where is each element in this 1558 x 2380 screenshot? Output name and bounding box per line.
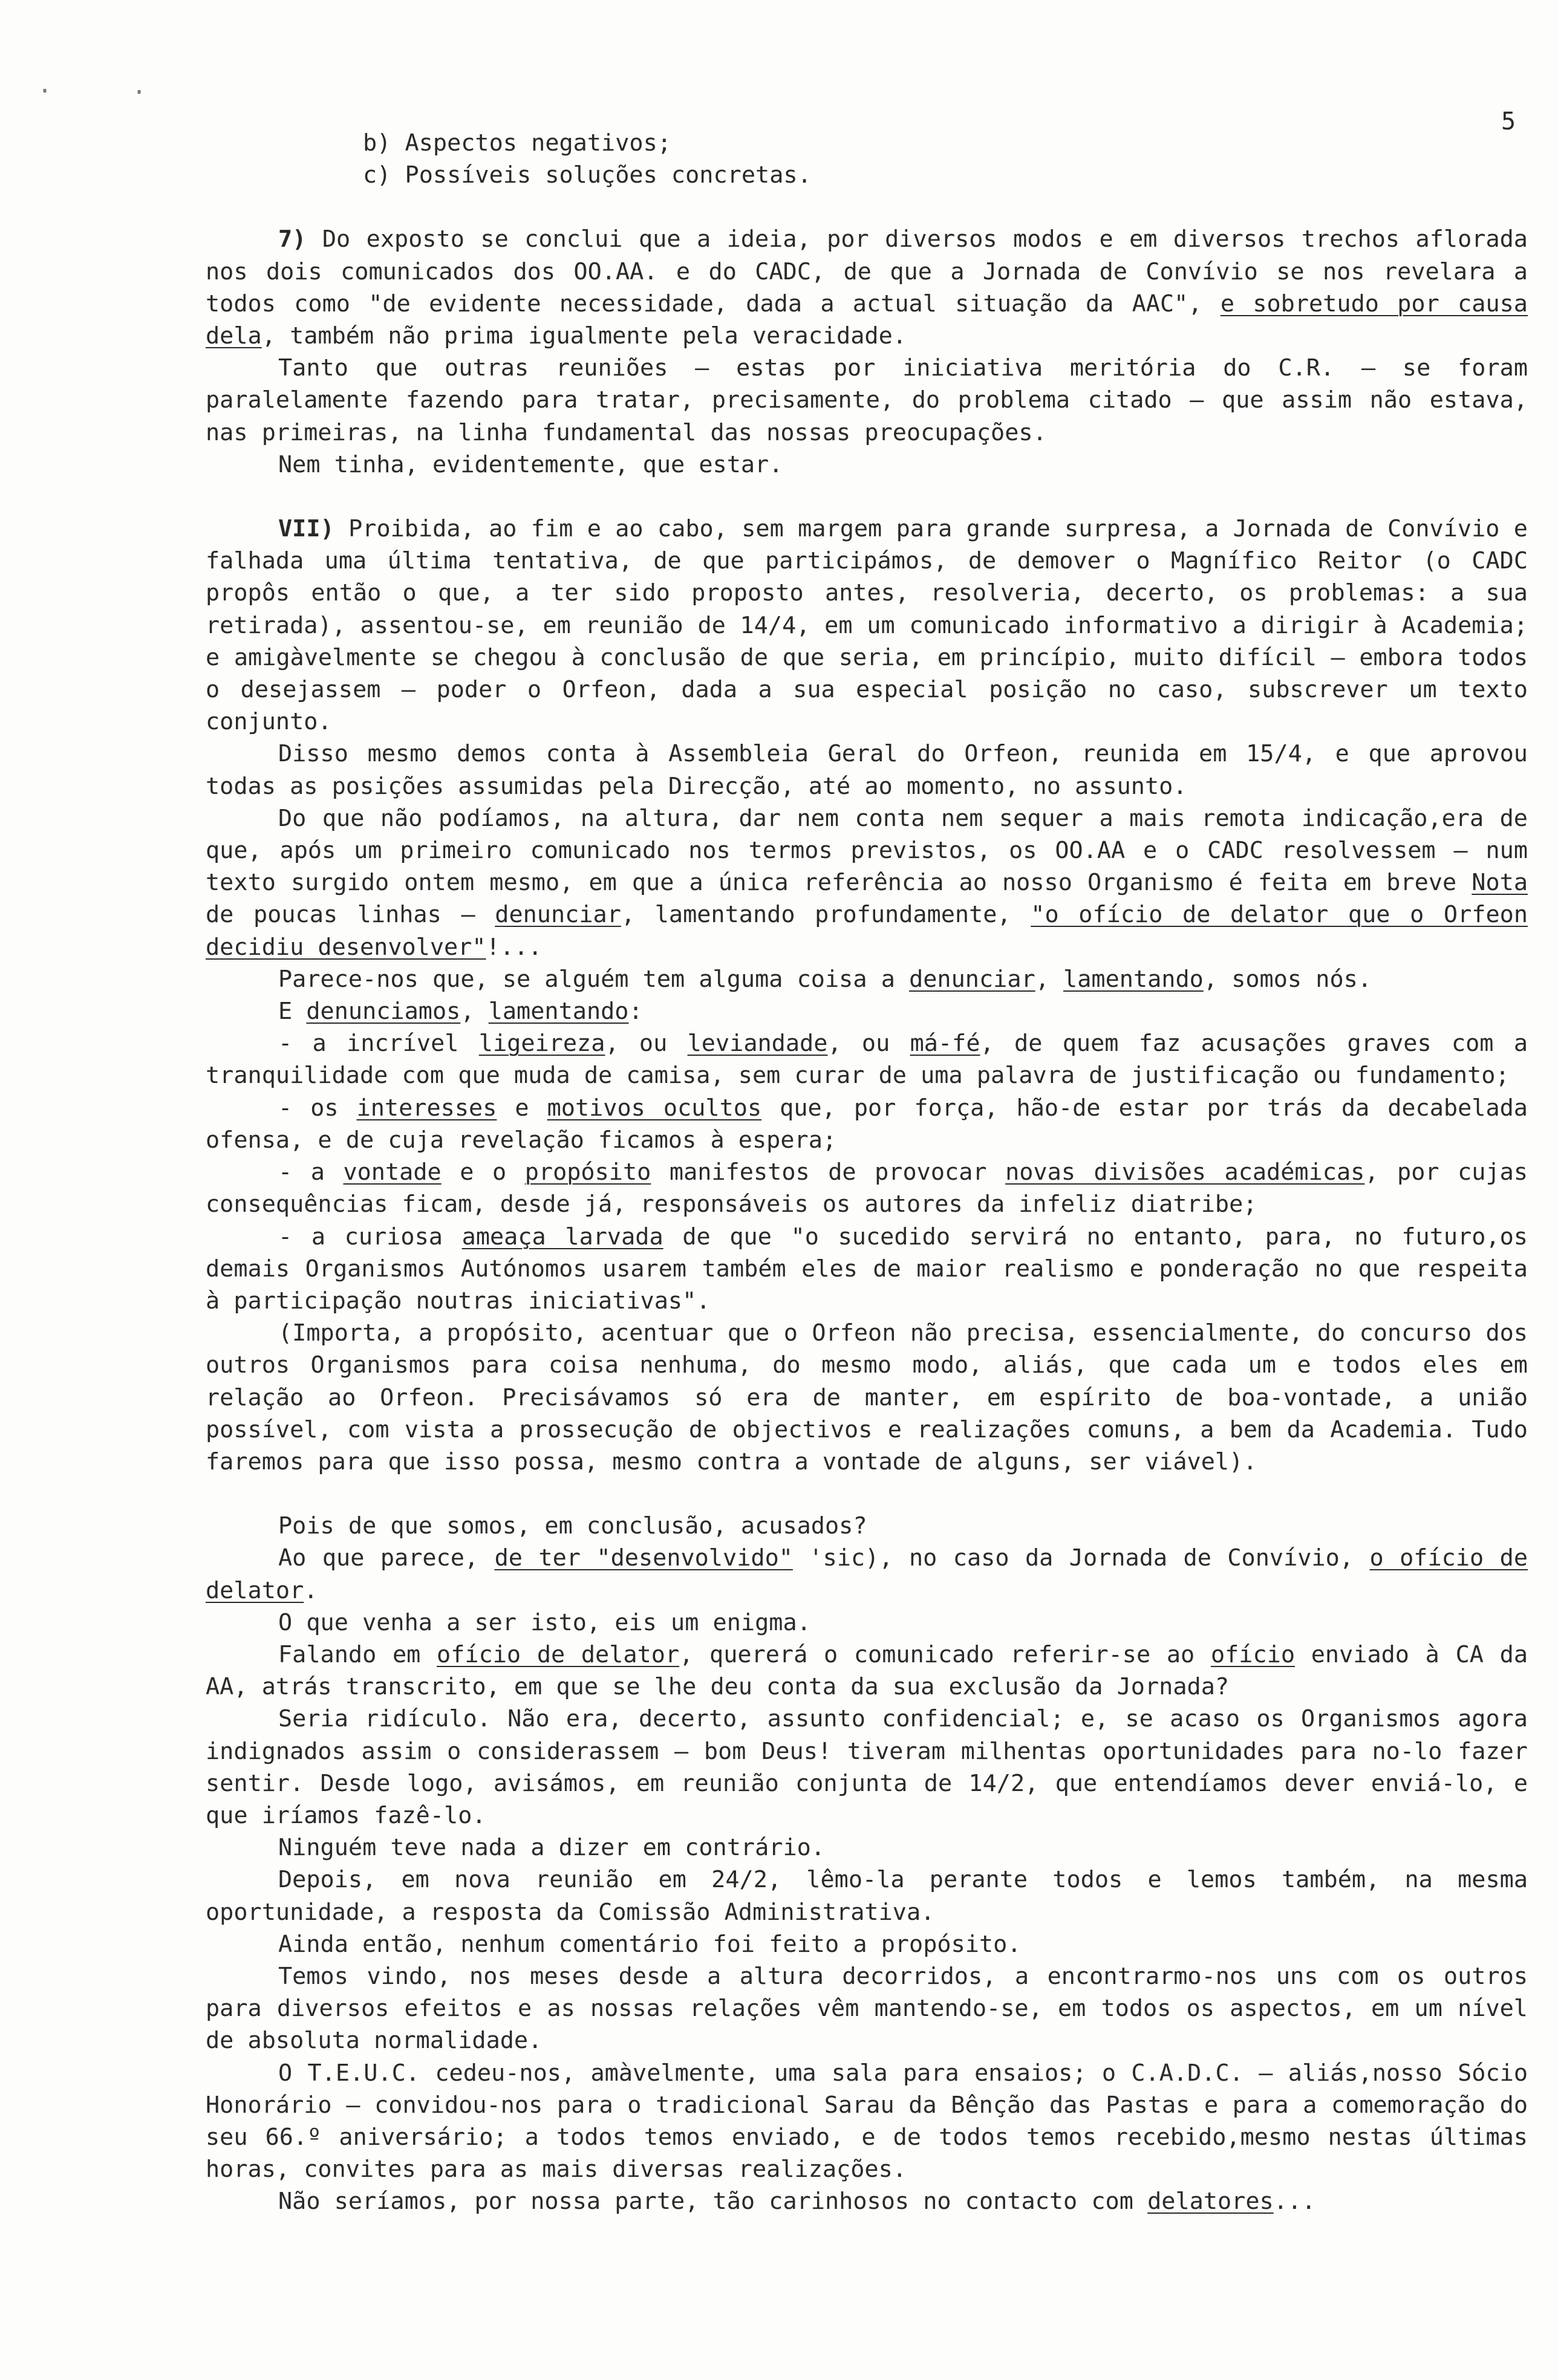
conclusion-paragraph-3: O que venha a ser isto, eis um enigma.: [278, 1608, 811, 1636]
conclusion-paragraph-11: Não seríamos, por nossa parte, tão carinhosos no contacto com delatores...: [278, 2188, 1316, 2216]
section-vii-paragraph-3: Do que não podíamos, na altura, dar nem conta nem sequer a mais remota indicação,era de que, após um primeiro comunicado nos termos previstos, os OO.AA e o CADC resolvessem — num texto surgido ontem mesmo, em que a única referência ao nosso Organismo é feita em breve Nota de poucas linhas — denunciar, lamentando profundamente, "o ofício de delator que o Orfeon decidiu desenvolver"!...: [206, 804, 1528, 961]
section-7-paragraph: 7) Do exposto se conclui que a ideia, por diversos modos e em diversos trechos aflorada nos dois comunicados dos OO.AA. e do CADC, de que a Jornada de Convívio se nos revelara a todos como "de evidente necessidade, dada a actual situação da AAC", e sobretudo por causa dela, também não prima igualmente pela veracidade.: [206, 226, 1528, 350]
conclusion-paragraph-9: Temos vindo, nos meses desde a altura decorridos, a encontrarmo-nos uns com os outros para diversos efeitos e as nossas relações vêm mantendo-se, em todos os aspectos, em um nível de absoluta normalidade.: [206, 1962, 1528, 2055]
conclusion-paragraph-8: Ainda então, nenhum comentário foi feito a propósito.: [278, 1930, 1022, 1958]
conclusion-paragraph-4: Falando em ofício de delator, quererá o comunicado referir-se ao ofício enviado à CA da AA, atrás transcrito, em que se lhe deu conta da sua exclusão da Jornada?: [206, 1640, 1528, 1701]
section-vii-number: VII): [278, 515, 334, 543]
denunciation-item-4: - a curiosa ameaça larvada de que "o sucedido servirá no entanto, para, no futuro,os demais Organismos Autónomos usarem também eles de maior realismo e ponderação no que respeita à participação noutras iniciativas".: [206, 1223, 1528, 1315]
denunciation-item-2: - os interesses e motivos ocultos que, por força, hão-de estar por trás da decabelada ofensa, e de cuja revelação ficamos à espera;: [206, 1094, 1528, 1154]
conclusion-paragraph-5: Seria ridículo. Não era, decerto, assunto confidencial; e, se acaso os Organismos agora indignados assim o considerassem — bom Deus! tiveram milhentas oportunidades para no-lo fazer sentir. Desde logo, avisámos, em reunião conjunta de 14/2, que entendíamos dever enviá-lo, e que iríamos fazê-lo.: [206, 1705, 1528, 1829]
conclusion-answer: Ao que parece, de ter "desenvolvido" 'sic), no caso da Jornada de Convívio, o ofício de delator.: [206, 1544, 1528, 1604]
section-vii-paragraph: VII) Proibida, ao fim e ao cabo, sem margem para grande surpresa, a Jornada de Convívio e falhada uma última tentativa, de que participámos, de demover o Magnífico Reitor (o CADC propôs então o que, a ter sido proposto antes, resolveria, decerto, os problemas: a sua retirada), assentou-se, em reunião de 14/4, em um comunicado informativo a dirigir à Academia; e amigàvelmente se chegou à conclusão de que seria, em princípio, muito difícil — embora todos o desejassem — poder o Orfeon, dada a sua especial posição no caso, subscrever um texto conjunto.: [206, 515, 1528, 736]
body-text: [206, 0, 1528, 2218]
page-number: 5: [1501, 108, 1516, 135]
section-7-number: 7): [278, 226, 307, 253]
denunciation-item-3: - a vontade e o propósito manifestos de provocar novas divisões académicas, por cujas consequências ficam, desde já, responsáveis os autores da infeliz diatribe;: [206, 1159, 1528, 1218]
section-vii-parenthetical: (Importa, a propósito, acentuar que o Orfeon não precisa, essencialmente, do concurso dos outros Organismos para coisa nenhuma, do mesmo modo, aliás, que cada um e todos eles em relação ao Orfeon. Precisávamos só era de manter, em espírito de boa-vontade, a união possível, com vista a prossecução de objectivos e realizações comuns, a bem da Academia. Tudo faremos para que isso possa, mesmo contra a vontade de alguns, ser viável).: [206, 1319, 1528, 1475]
list-item-b: b) Aspectos negativos;: [363, 129, 671, 157]
scan-mark: ·: [37, 77, 53, 105]
section-vii-paragraph-5: E denunciamos, lamentando:: [278, 998, 643, 1026]
conclusion-paragraph-7: Depois, em nova reunião em 24/2, lêmo-la perante todos e lemos também, na mesma oportunidade, a resposta da Comissão Administrativa.: [206, 1866, 1528, 1926]
section-7-paragraph-2: Tanto que outras reuniões — estas por iniciativa meritória do C.R. — se foram paralelamente fazendo para tratar, precisamente, do problema citado — que assim não estava, nas primeiras, na linha fundamental das nossas preocupações.: [206, 354, 1528, 446]
section-vii-paragraph-4: Parece-nos que, se alguém tem alguma coisa a denunciar, lamentando, somos nós.: [278, 965, 1372, 993]
conclusion-paragraph-10: O T.E.U.C. cedeu-nos, amàvelmente, uma sala para ensaios; o C.A.D.C. — aliás,nosso Sócio Honorário — convidou-nos para o tradicional Sarau da Bênção das Pastas e para a comemoração do seu 66.º aniversário; a todos temos enviado, e de todos temos recebido,mesmo nestas últimas horas, convites para as mais diversas realizações.: [206, 2059, 1528, 2183]
scan-mark: ·: [132, 79, 147, 106]
conclusion-paragraph-6: Ninguém teve nada a dizer em contrário.: [278, 1834, 825, 1862]
section-7-paragraph-3: Nem tinha, evidentemente, que estar.: [278, 450, 783, 478]
denunciation-item-1: - a incrível ligeireza, ou leviandade, ou má-fé, de quem faz acusações graves com a tranquilidade com que muda de camisa, sem curar de uma palavra de justificação ou fundamento;: [206, 1030, 1528, 1090]
list-item-c: c) Possíveis soluções concretas.: [363, 161, 812, 189]
section-vii-paragraph-2: Disso mesmo demos conta à Assembleia Geral do Orfeon, reunida em 15/4, e que aprovou todas as posições assumidas pela Direcção, até ao momento, no assunto.: [206, 740, 1528, 800]
conclusion-question: Pois de que somos, em conclusão, acusados?: [278, 1512, 867, 1540]
